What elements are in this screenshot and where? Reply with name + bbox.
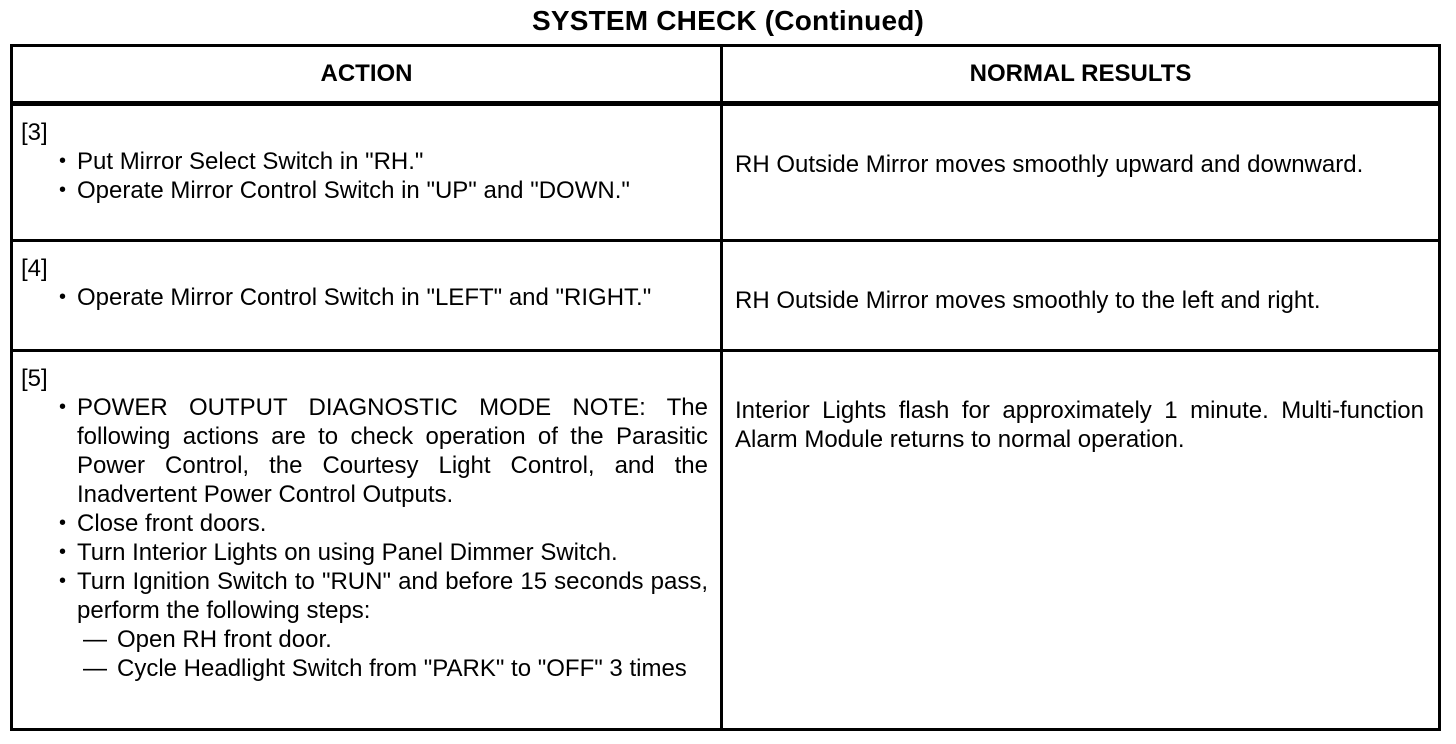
result-text: RH Outside Mirror moves smoothly to the left and right. — [735, 287, 1321, 314]
action-item: • POWER OUTPUT DIAGNOSTIC MODE NOTE: The following actions are to check operation of the Parasitic Power Control, the Courtesy Light Control, and the Inadvertent Power Control Outputs. — [53, 393, 708, 509]
action-cell — [12, 104, 722, 241]
action-item: • Operate Mirror Control Switch in "UP" and "DOWN." — [53, 176, 708, 205]
result-cell — [722, 351, 1440, 730]
table-header-row — [12, 46, 1440, 104]
page-title: SYSTEM CHECK (Continued) — [531, 5, 925, 36]
action-column-header: ACTION — [12, 46, 722, 104]
action-item: • Operate Mirror Control Switch in "LEFT" and "RIGHT." — [53, 283, 708, 312]
table-row — [12, 351, 1440, 730]
action-item: • Put Mirror Select Switch in "RH." — [53, 147, 708, 176]
action-item — [53, 567, 708, 683]
result-cell — [722, 104, 1440, 241]
result-cell — [722, 241, 1440, 351]
step-number: [4] — [21, 255, 48, 282]
action-item: • Close front doors. — [53, 509, 708, 538]
action-list — [13, 393, 720, 683]
action-cell — [12, 351, 722, 730]
table-row — [12, 104, 1440, 241]
action-item-text: Turn Ignition Switch to "RUN" and before 15 seconds pass, perform the following steps: — [77, 568, 708, 624]
action-list — [13, 283, 720, 312]
system-check-table — [10, 44, 1441, 731]
action-item: • Turn Interior Lights on using Panel Dimmer Switch. — [53, 538, 708, 567]
table-row — [12, 241, 1440, 351]
step-number: [3] — [21, 119, 48, 146]
result-text: Interior Lights flash for approximately 1 minute. Multi-function Alarm Module returns to normal operation. — [735, 397, 1424, 453]
normal-results-column-header: NORMAL RESULTS — [722, 46, 1440, 104]
result-text: RH Outside Mirror moves smoothly upward and downward. — [735, 151, 1364, 178]
action-cell — [12, 241, 722, 351]
substep-list — [77, 625, 708, 683]
substep-item: — Cycle Headlight Switch from "PARK" to "OFF" 3 times — [83, 654, 708, 683]
action-list — [13, 147, 720, 205]
step-number: [5] — [21, 365, 48, 392]
substep-item: — Open RH front door. — [83, 625, 708, 654]
